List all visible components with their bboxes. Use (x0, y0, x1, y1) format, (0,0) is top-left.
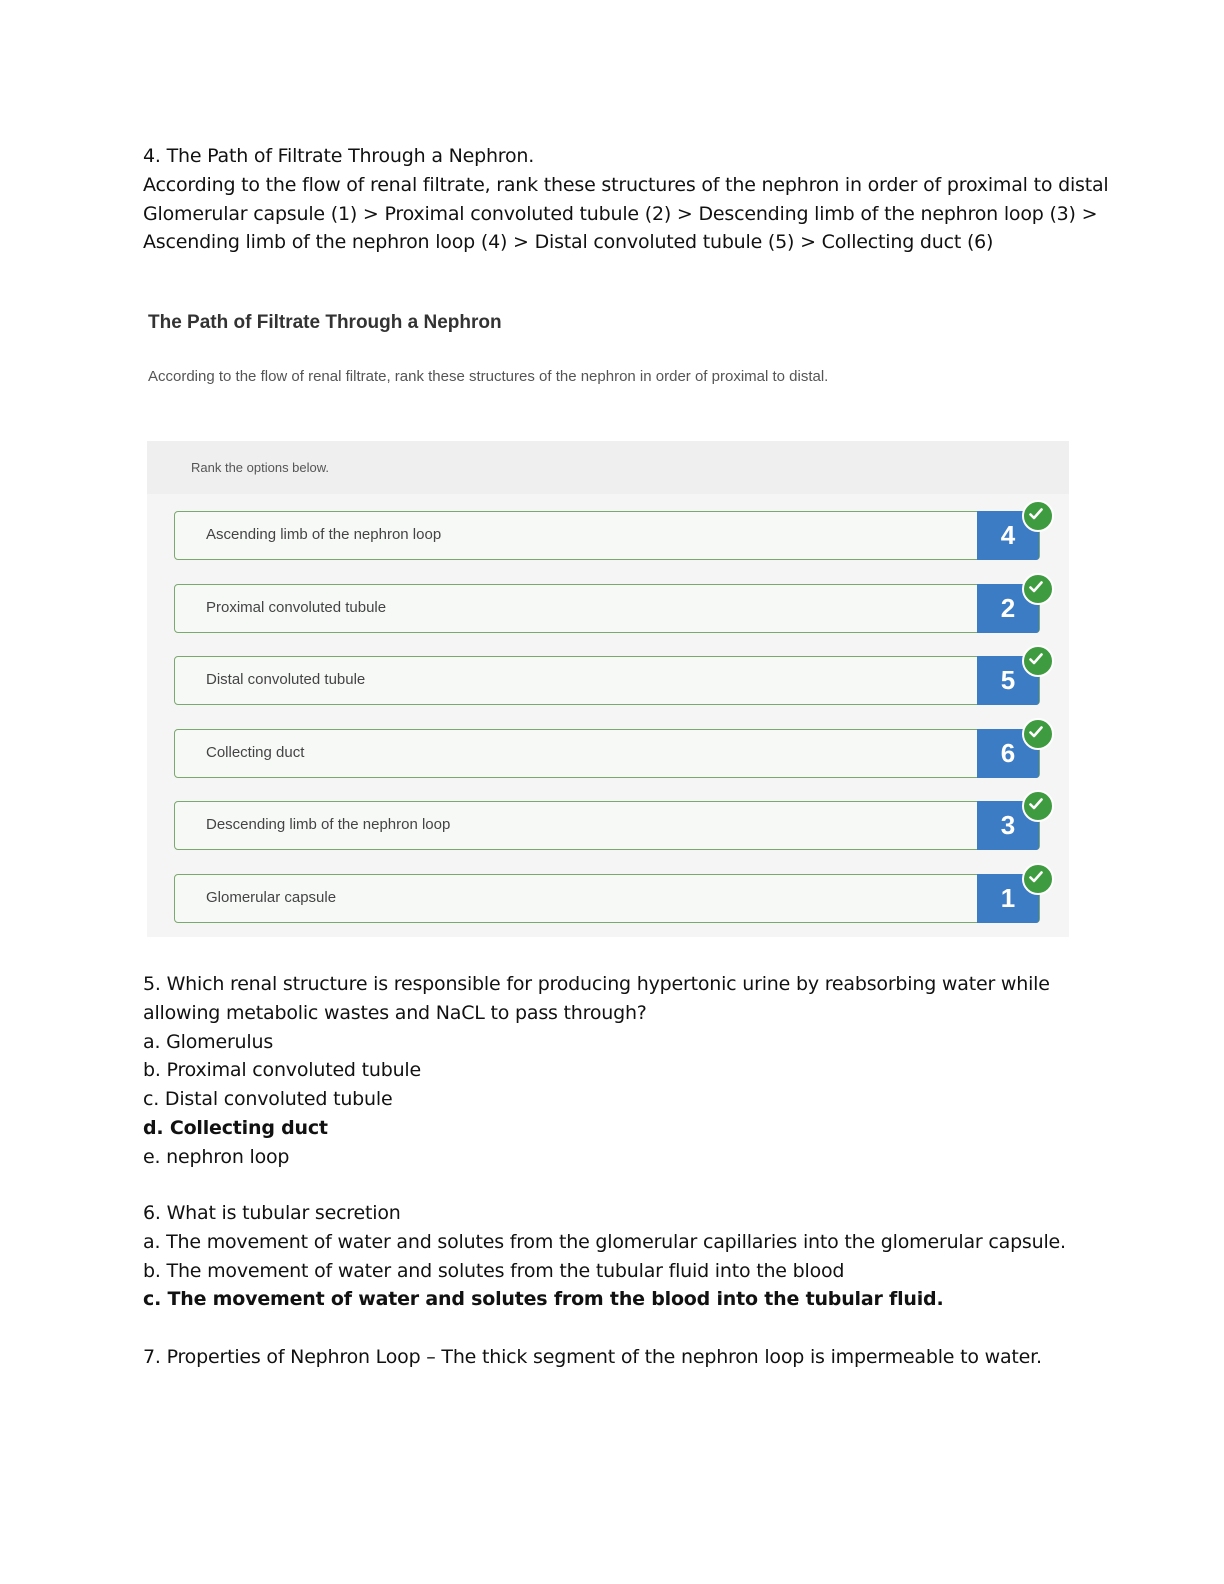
rank-item-label: Proximal convoluted tubule (206, 598, 387, 616)
q4-prompt: According to the flow of renal filtrate, rank these structures of the nephron in order of proximal to distal (143, 173, 1109, 196)
rank-number[interactable]: 5 (977, 656, 1039, 705)
ranking-list (174, 511, 1069, 946)
rank-item[interactable] (174, 584, 1040, 633)
q4-heading: 4. The Path of Filtrate Through a Nephron. (143, 145, 535, 167)
ranking-hint: Rank the options below. (191, 460, 330, 475)
rank-number[interactable]: 2 (977, 584, 1039, 633)
q6-option-b: b. The movement of water and solutes from the tubular fluid into the blood (143, 1259, 845, 1282)
check-icon (1022, 718, 1054, 750)
question-4 (143, 142, 1143, 257)
check-icon (1022, 573, 1054, 605)
rank-number[interactable]: 4 (977, 511, 1039, 560)
q5-option-c: c. Distal convoluted tubule (143, 1088, 393, 1111)
check-icon (1022, 863, 1054, 895)
screenshot-instruction: According to the flow of renal filtrate, rank these structures of the nephron in order of proximal to distal. (148, 368, 829, 385)
q6-option-c-answer: c. The movement of water and solutes from the blood into the tubular fluid. (143, 1288, 944, 1311)
q5-option-b: b. Proximal convoluted tubule (143, 1059, 421, 1082)
rank-number[interactable]: 3 (977, 801, 1039, 850)
q4-answer-line-1: Glomerular capsule (1) > Proximal convoluted tubule (2) > Descending limb of the nephron loop (3) > (143, 202, 1098, 225)
rank-item-label: Collecting duct (206, 743, 305, 761)
rank-item-label: Ascending limb of the nephron loop (206, 526, 442, 543)
q6-option-a: a. The movement of water and solutes from the glomerular capillaries into the glomerular capsule. (143, 1230, 1066, 1253)
rank-item-label: Descending limb of the nephron loop (206, 816, 451, 833)
rank-number[interactable]: 1 (977, 874, 1039, 923)
screenshot-title: The Path of Filtrate Through a Nephron (148, 312, 502, 333)
q5-question-line-1: 5. Which renal structure is responsible for producing hypertonic urine by reabsorbing water while (143, 973, 1050, 995)
question-7 (143, 1343, 1143, 1372)
check-icon (1022, 500, 1054, 532)
ranking-panel (147, 441, 1069, 937)
check-icon (1022, 645, 1054, 677)
q6-question: 6. What is tubular secretion (143, 1202, 401, 1224)
ranking-header (147, 441, 1069, 494)
q5-option-e: e. nephron loop (143, 1145, 290, 1168)
rank-item-label: Distal convoluted tubule (206, 671, 366, 688)
q7-text: 7. Properties of Nephron Loop – The thick segment of the nephron loop is impermeable to water. (143, 1346, 1042, 1368)
q4-answer-line-2: Ascending limb of the nephron loop (4) > Distal convoluted tubule (5) > Collecting duct (6) (143, 231, 994, 254)
q5-question-line-2: allowing metabolic wastes and NaCL to pass through? (143, 1001, 647, 1024)
q5-option-a: a. Glomerulus (143, 1030, 274, 1053)
rank-item[interactable] (174, 874, 1040, 923)
rank-item[interactable] (174, 729, 1040, 778)
rank-item[interactable] (174, 656, 1040, 705)
question-6 (143, 1199, 1143, 1314)
rank-item-label: Glomerular capsule (206, 888, 337, 906)
question-5 (143, 970, 1143, 1172)
rank-item[interactable] (174, 801, 1040, 850)
rank-number[interactable]: 6 (977, 729, 1039, 778)
q5-option-d-answer: d. Collecting duct (143, 1116, 328, 1139)
rank-item[interactable] (174, 511, 1040, 560)
check-icon (1022, 790, 1054, 822)
